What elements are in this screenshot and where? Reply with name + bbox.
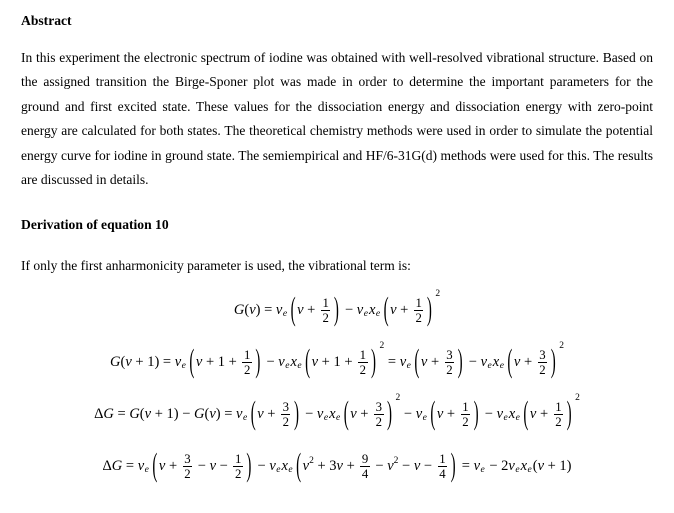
derivation-intro: If only the first anharmonicity parameter is used, the vibrational term is: (21, 258, 411, 274)
abstract-paragraph: In this experiment the electronic spectrum of iodine was obtained with well-resolved vibrational structure. Based on the assigned transition the Birge-Sponer plot was made in order to determine the important parameters for the ground and first excited state. These values for the dissociation energy and dissociation energy with zero-point energy are calculated for both states. The theoretical chemistry methods were used in order to simulate the potential energy curve for iodine in ground state. The semiempirical and HF/6-31G(d) methods were used for this. The results are discussed in details. (21, 50, 653, 188)
equation-3: ΔG = G(v + 1) − G(v) = v e ( v + $\frac{3}{2}$ ) − v e x e ( v + $\frac{3}{2}$ ) 2 − v e ( v + $\frac{1}{2}$ ) − v e x e ( v + $\frac{1}{2}$ ) 2 (21, 395, 653, 435)
left-paren: ( (296, 449, 302, 485)
left-paren: ( (507, 345, 513, 381)
left-paren: ( (152, 449, 158, 485)
right-paren: ) (473, 397, 479, 433)
right-paren: ) (550, 345, 556, 381)
right-paren: ) (426, 293, 432, 329)
right-paren: ) (457, 345, 463, 381)
right-paren: ) (566, 397, 572, 433)
right-paren: ) (371, 345, 377, 381)
left-paren: ( (189, 345, 195, 381)
left-paren: ( (430, 397, 436, 433)
left-paren: ( (290, 293, 296, 329)
derivation-heading: Derivation of equation 10 (21, 217, 169, 233)
right-paren: ) (333, 293, 339, 329)
right-paren: ) (450, 449, 456, 485)
right-paren: ) (255, 345, 261, 381)
left-paren: ( (383, 293, 389, 329)
equation-1: G(v) = v e ( v + $\frac{1}{2}$ ) − v e x e ( v + $\frac{1}{2}$ ) 2 (21, 291, 653, 331)
equation-2: G(v + 1) = v e ( v + 1 + $\frac{1}{2}$ ) − v e x e ( v + 1 + $\frac{1}{2}$ ) 2 = v e ( v + $\frac{3}{2}$ ) − v e x e ( v + $\frac{3}{2}$ ) 2 (21, 343, 653, 383)
left-paren: ( (343, 397, 349, 433)
right-paren: ) (293, 397, 299, 433)
left-paren: ( (250, 397, 256, 433)
equation-4: ΔG = v e ( v + $\frac{3}{2}$ − v − $\frac{1}{2}$ ) − v e x e ( v 2 + 3v + $\frac{9}{4}$ − v 2 − v − $\frac{1}{4}$ ) = v e − 2v e x e (v + 1) (21, 447, 653, 487)
right-paren: ) (387, 397, 393, 433)
left-paren: ( (305, 345, 311, 381)
left-paren: ( (523, 397, 529, 433)
right-paren: ) (246, 449, 252, 485)
left-paren: ( (414, 345, 420, 381)
abstract-heading: Abstract (21, 13, 72, 28)
